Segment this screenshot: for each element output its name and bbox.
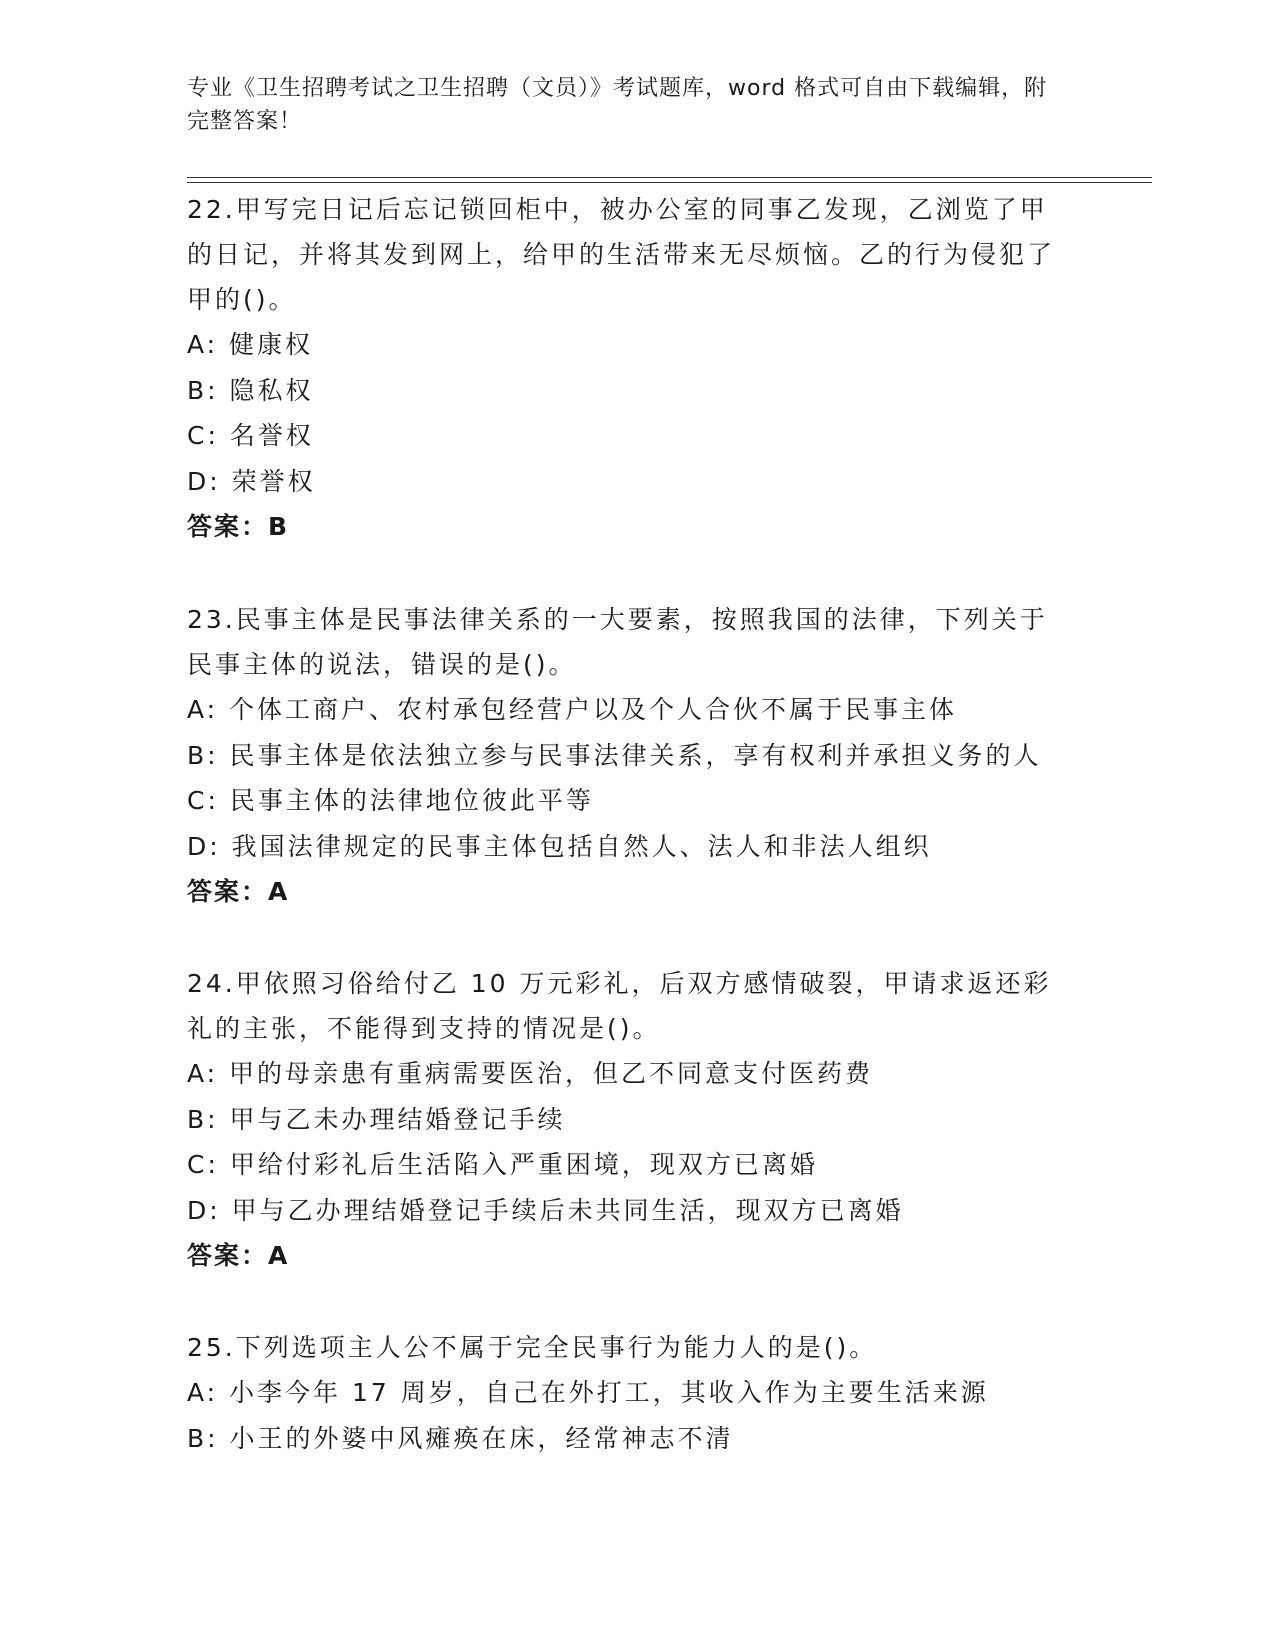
question-22 — [187, 187, 1067, 549]
option-a: A: 小李今年 17 周岁，自己在外打工，其收入作为主要生活来源 — [187, 1378, 989, 1407]
header-divider-top — [187, 177, 1152, 178]
question-text: 23.民事主体是民事法律关系的一大要素，按照我国的法律，下列关于民事主体的说法，错误的是()。 — [187, 605, 1048, 679]
option-c: C: 甲给付彩礼后生活陷入严重困境，现双方已离婚 — [187, 1150, 818, 1179]
option-d: D: 我国法律规定的民事主体包括自然人、法人和非法人组织 — [187, 831, 932, 861]
answer-label: 答案：B — [187, 512, 290, 541]
document-header: 专业《卫生招聘考试之卫生招聘（文员）》考试题库，word 格式可自由下载编辑，附完整答案！ — [187, 76, 1048, 134]
option-b: B: 民事主体是依法独立参与民事法律关系，享有权利并承担义务的人 — [187, 740, 1042, 770]
option-a: A: 个体工商户、农村承包经营户以及个人合伙不属于民事主体 — [187, 695, 958, 724]
question-24 — [187, 961, 1067, 1278]
question-text: 24.甲依照习俗给付乙 10 万元彩礼，后双方感情破裂，甲请求返还彩礼的主张，不能得到支持的情况是()。 — [187, 969, 1052, 1043]
header-divider-bottom — [187, 182, 1152, 183]
option-d: D: 甲与乙办理结婚登记手续后未共同生活，现双方已离婚 — [187, 1195, 904, 1225]
option-b: B: 小王的外婆中风瘫痪在床，经常神志不清 — [187, 1423, 734, 1453]
option-a: A: 甲的母亲患有重病需要医治，但乙不同意支付医药费 — [187, 1059, 874, 1088]
question-25 — [187, 1325, 1067, 1461]
option-b: B: 甲与乙未办理结婚登记手续 — [187, 1104, 566, 1134]
option-c: C: 名誉权 — [187, 421, 314, 450]
option-a: A: 健康权 — [187, 330, 314, 359]
question-text: 25.下列选项主人公不属于完全民事行为能力人的是()。 — [187, 1333, 878, 1362]
question-23 — [187, 597, 1067, 914]
option-b: B: 隐私权 — [187, 375, 314, 405]
option-d: D: 荣誉权 — [187, 466, 316, 496]
option-c: C: 民事主体的法律地位彼此平等 — [187, 786, 594, 815]
question-text: 22.甲写完日记后忘记锁回柜中，被办公室的同事乙发现，乙浏览了甲的日记，并将其发到网上，给甲的生活带来无尽烦恼。乙的行为侵犯了甲的()。 — [187, 195, 1056, 314]
answer-label: 答案：A — [187, 877, 290, 906]
answer-label: 答案：A — [187, 1241, 290, 1270]
